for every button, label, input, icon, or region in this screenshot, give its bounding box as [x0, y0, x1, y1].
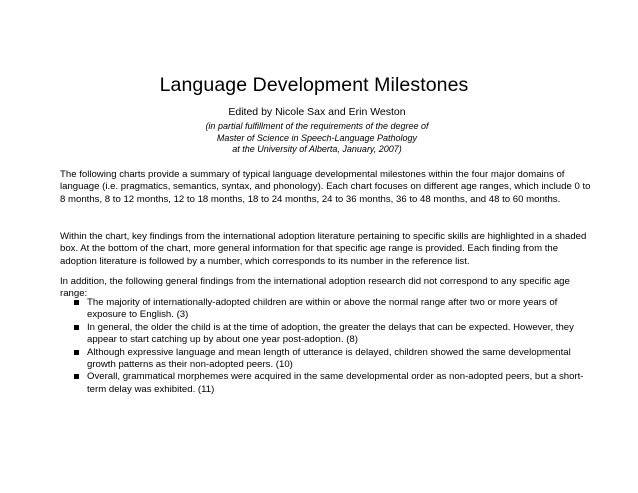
list-item [60, 347, 592, 372]
square-bullet-icon [74, 350, 79, 355]
list-item [60, 371, 592, 396]
general-findings-paragraph: In addition, the following general findings from the international adoption research did not correspond to any specific age range: [60, 276, 570, 300]
intro-paragraph: The following charts provide a summary of typical language developmental milestones within the four major domains of language (i.e. pragmatics, semantics, syntax, and phonology). Each chart focuses on different age ranges, which include 0 to 8 months, 8 to 12 months, 12 to 18 months, 18 to 24 months, 24 to 36 months, 36 to 48 months, and 48 to 60 months. [60, 169, 591, 205]
degree-note-line: (in partial fulfillment of the requirements of the degree of [205, 121, 429, 131]
degree-note-line: at the University of Alberta, January, 2007) [232, 144, 402, 155]
list-item-text: In general, the older the child is at the time of adoption, the greater the delays that can be expected. However, they appear to start catching up by about one year post-adoption. (8) [87, 321, 574, 346]
square-bullet-icon [74, 325, 79, 330]
list-item [60, 322, 592, 347]
degree-note [0, 121, 634, 156]
chart-explanation-paragraph: Within the chart, key findings from the international adoption literature pertaining to specific skills are highlighted in a shaded box. At the bottom of the chart, more general information for that specific age range is provided. Each finding from the adoption literature is followed by a number, which corresponds to its number in the reference list. [60, 231, 587, 267]
findings-list [60, 297, 592, 396]
list-item-text: Although expressive language and mean length of utterance is delayed, children showed the same developmental growth patterns as their non-adopted peers. (10) [87, 346, 571, 371]
editors-line: Edited by Nicole Sax and Erin Weston [228, 106, 406, 118]
square-bullet-icon [74, 300, 79, 305]
list-item [60, 297, 592, 322]
list-item-text: Overall, grammatical morphemes were acquired in the same developmental order as non-adopted peers, but a short-term delay was exhibited. (11) [87, 371, 584, 395]
document-title: Language Development Milestones [159, 74, 469, 96]
square-bullet-icon [74, 374, 79, 379]
degree-note-line: Master of Science in Speech-Language Pathology [216, 132, 418, 143]
list-item-text: The majority of internationally-adopted children are within or above the normal range after two or more years of exposure to English. (3) [87, 297, 558, 321]
